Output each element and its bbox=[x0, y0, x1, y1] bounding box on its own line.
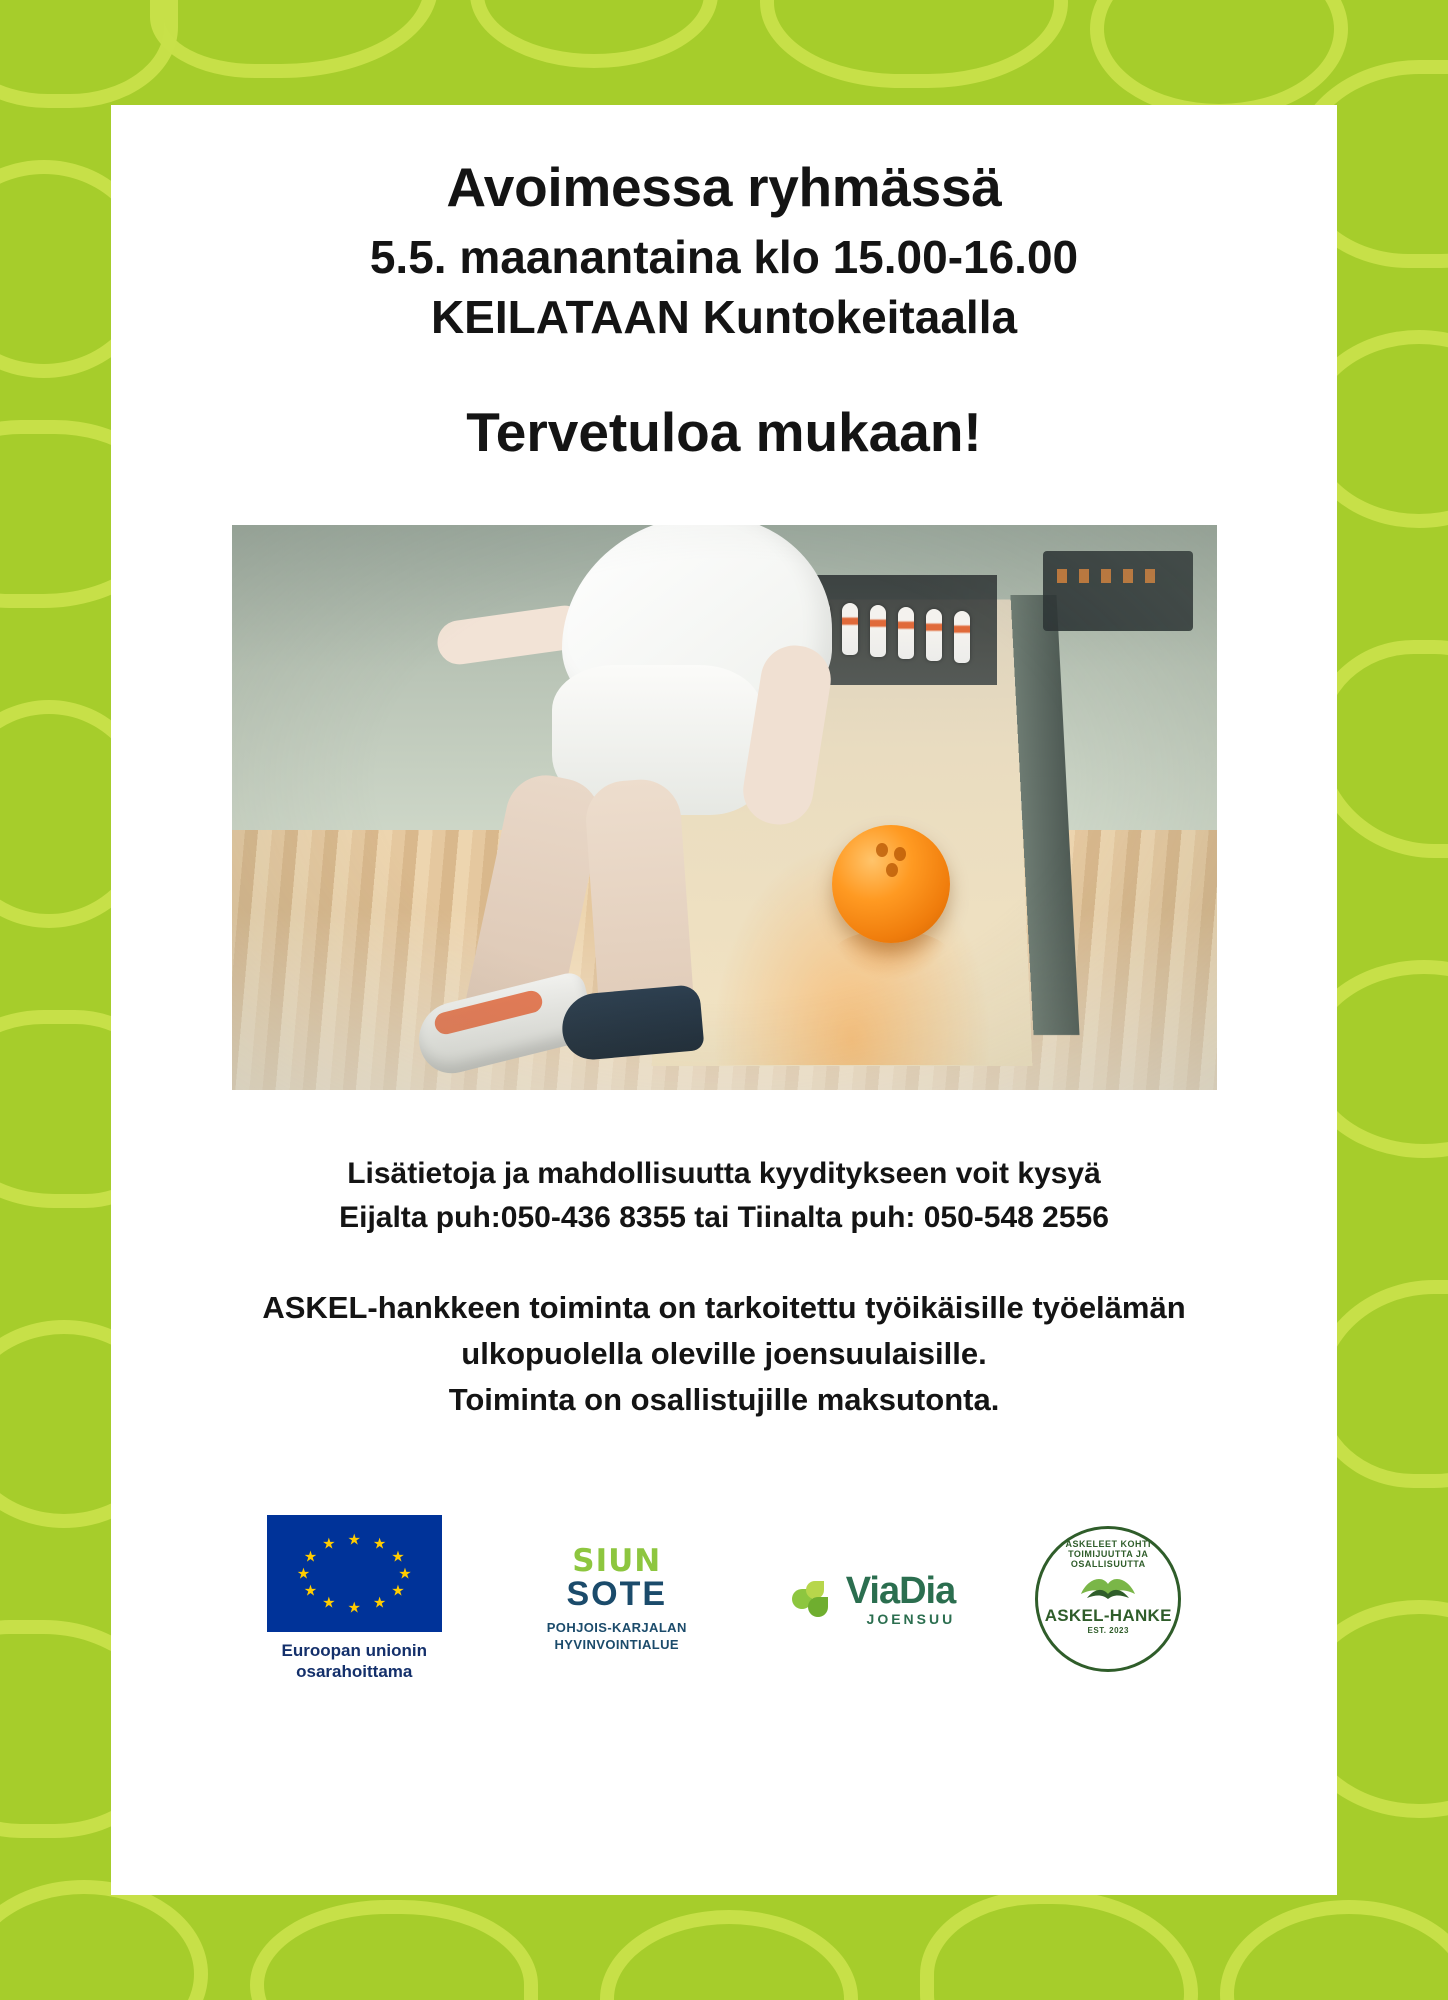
info-line-3: Toiminta on osallistujille maksutonta. bbox=[448, 1382, 1000, 1418]
viadia-leaf-icon bbox=[792, 1581, 836, 1617]
info-paragraph bbox=[171, 1285, 1277, 1423]
siun-sote-sub-line-2: HYVINVOINTIALUE bbox=[554, 1637, 679, 1653]
siun-sote-word-1: SIUN bbox=[572, 1543, 662, 1580]
contact-line-1: Lisätietoja ja mahdollisuutta kyyditykseen voit kysyä bbox=[347, 1157, 1101, 1191]
hands-icon bbox=[1077, 1568, 1139, 1602]
viadia-name: ViaDia bbox=[845, 1569, 956, 1612]
event-datetime-line: 5.5. maanantaina klo 15.00-16.00 bbox=[369, 230, 1079, 283]
welcome-line: Tervetuloa mukaan! bbox=[466, 401, 982, 464]
body-text-block bbox=[171, 1152, 1277, 1423]
event-place-line: KEILATAAN Kuntokeitaalla bbox=[430, 290, 1018, 343]
viadia-sub: JOENSUU bbox=[866, 1610, 956, 1627]
askel-hanke-logo bbox=[1035, 1526, 1181, 1672]
eu-flag-icon: ★ ★ ★ ★ ★ ★ ★ ★ ★ ★ ★ ★ bbox=[267, 1515, 442, 1632]
logo-row bbox=[171, 1515, 1277, 1683]
page-title: Avoimessa ryhmässä bbox=[446, 156, 1002, 218]
askel-arc-text: ASKELEET KOHTI TOIMIJUUTTA JA OSALLISUUTTA bbox=[1065, 1538, 1151, 1569]
viadia-logo bbox=[792, 1569, 956, 1627]
contact-paragraph bbox=[171, 1152, 1277, 1239]
askel-name: ASKEL-HANKE bbox=[1044, 1606, 1172, 1626]
info-line-1: ASKEL-hankkeen toiminta on tarkoitettu työikäisille työelämän bbox=[262, 1290, 1186, 1326]
content-card bbox=[111, 105, 1337, 1895]
askel-est: EST. 2023 bbox=[1087, 1626, 1129, 1636]
contact-line-2: Eijalta puh:050-436 8355 tai Tiinalta puh: 050-548 2556 bbox=[339, 1200, 1109, 1234]
siun-sote-sub-line-1: POHJOIS-KARJALAN bbox=[546, 1620, 687, 1636]
siun-sote-word-2: SOTE bbox=[566, 1575, 668, 1614]
eu-caption-line-1: Euroopan unionin bbox=[281, 1641, 427, 1661]
heading-block bbox=[171, 155, 1277, 465]
info-line-2: ulkopuolella oleville joensuulaisille. bbox=[461, 1336, 987, 1372]
eu-logo-caption bbox=[267, 1640, 442, 1683]
photo-illustration bbox=[232, 525, 1217, 1090]
siun-sote-logo bbox=[522, 1543, 712, 1654]
bowling-photo bbox=[232, 525, 1217, 1090]
eu-logo bbox=[267, 1515, 442, 1683]
viadia-wordmark bbox=[845, 1569, 956, 1627]
siun-sote-subtitle bbox=[522, 1620, 712, 1654]
eu-caption-line-2: osarahoittama bbox=[296, 1662, 413, 1682]
